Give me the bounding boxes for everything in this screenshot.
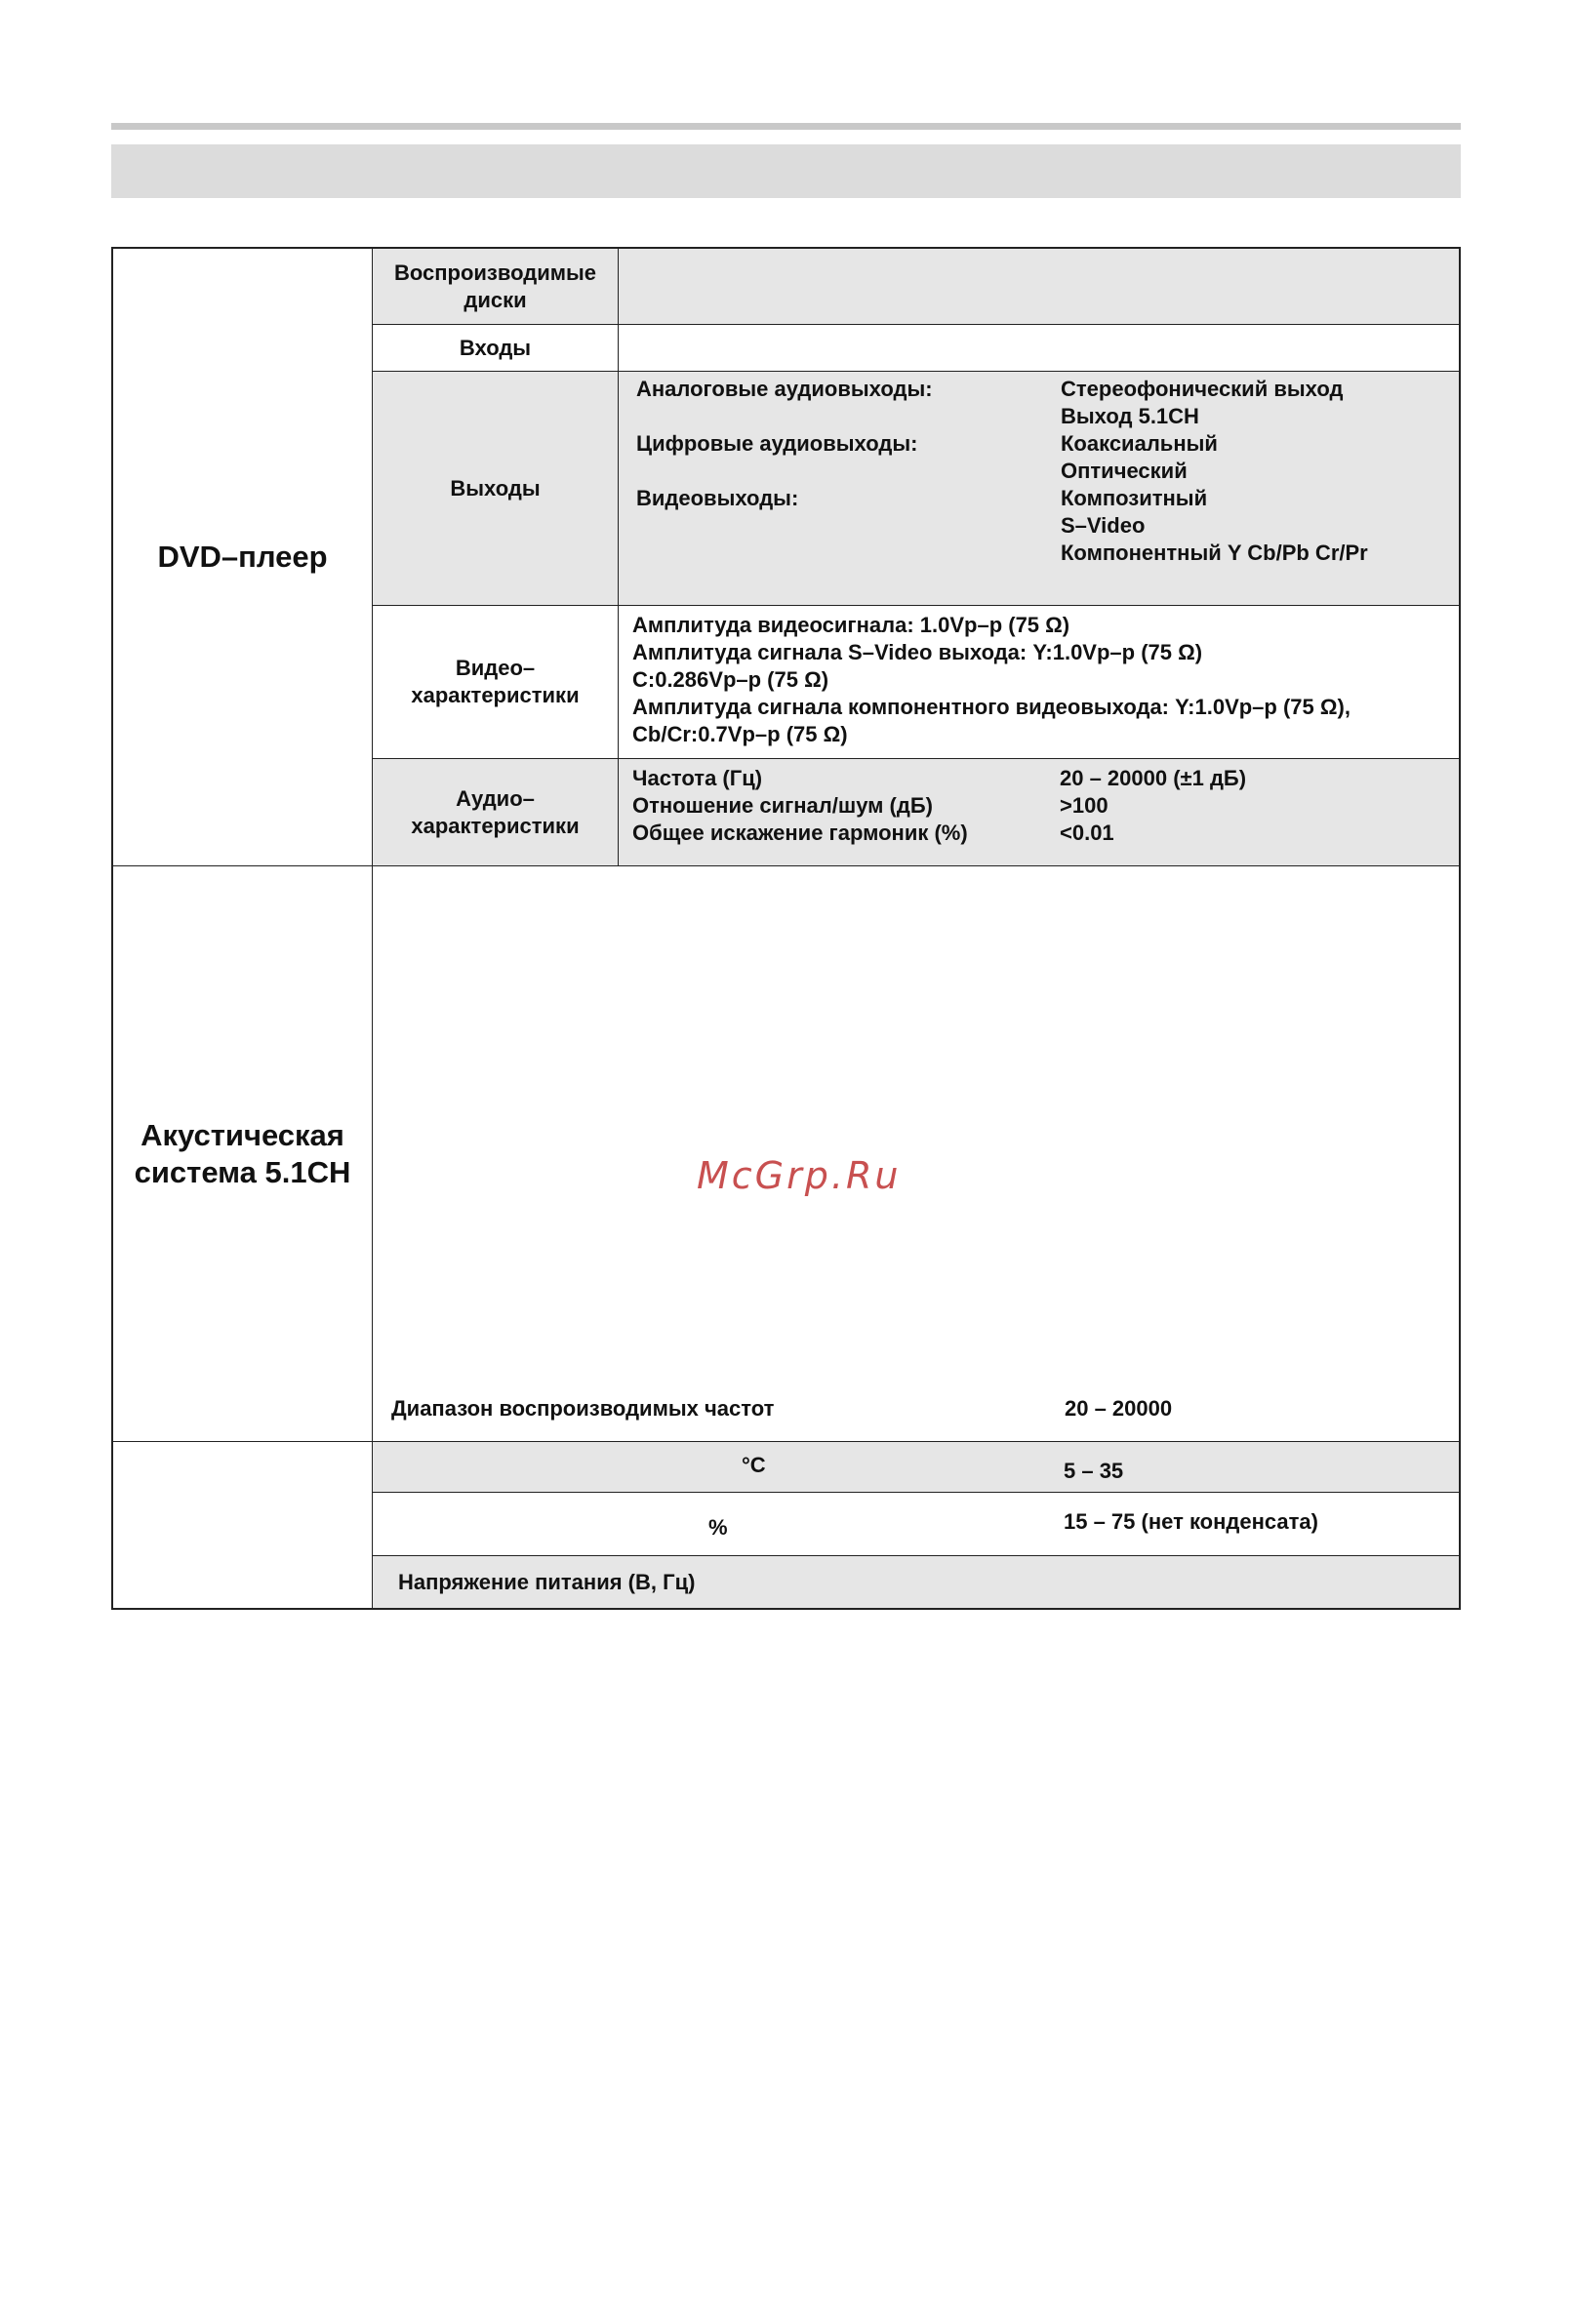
inputs-label: Входы xyxy=(459,335,532,360)
top-rule xyxy=(111,123,1461,130)
audio-row-2-name: Отношение сигнал/шум (дБ) xyxy=(632,793,933,818)
outputs-label-cell xyxy=(372,371,618,605)
audio-char-value-cell xyxy=(618,758,1459,865)
audio-char-label-cell xyxy=(372,758,618,865)
speakers-freq-value: 20 – 20000 xyxy=(1065,1396,1173,1421)
outputs-label: Выходы xyxy=(450,475,541,501)
humidity-row xyxy=(372,1492,1459,1555)
video-char-line-5: Cb/Cr:0.7Vp–p (75 Ω) xyxy=(632,722,848,746)
audio-char-label: Аудио– характеристики xyxy=(411,785,580,838)
humidity-unit: % xyxy=(708,1515,728,1540)
digital-output-value-1: Коаксиальный xyxy=(1061,431,1218,456)
audio-row-2-value: >100 xyxy=(1060,793,1108,818)
general-category xyxy=(113,1441,372,1608)
digital-outputs-label: Цифровые аудиовыходы: xyxy=(636,431,918,456)
speakers-category xyxy=(113,865,372,1441)
outputs-value-cell xyxy=(618,371,1459,605)
audio-row-1-value: 20 – 20000 (±1 дБ) xyxy=(1060,766,1247,790)
humidity-value: 15 – 75 (нет конденсата) xyxy=(1064,1509,1318,1534)
watermark: McGrp.Ru xyxy=(697,1154,902,1197)
temperature-row xyxy=(372,1441,1459,1492)
analog-output-value-2: Выход 5.1CH xyxy=(1061,404,1199,428)
analog-output-value-1: Стереофонический выход xyxy=(1061,377,1344,401)
video-output-value-1: Композитный xyxy=(1061,486,1208,510)
title-bar xyxy=(111,144,1461,198)
video-outputs-label: Видеовыходы: xyxy=(636,486,799,510)
discs-value-cell xyxy=(618,249,1459,324)
video-char-label-cell xyxy=(372,605,618,758)
speakers-category-text: Акустическая система 5.1CH xyxy=(134,1117,351,1189)
audio-row-1-name: Частота (Гц) xyxy=(632,766,763,790)
inputs-value-cell xyxy=(618,324,1459,371)
audio-row-3-value: <0.01 xyxy=(1060,821,1114,845)
video-output-value-2: S–Video xyxy=(1061,513,1146,538)
video-char-line-3: C:0.286Vp–p (75 Ω) xyxy=(632,667,829,692)
temperature-unit: °C xyxy=(742,1453,766,1477)
video-char-line-2: Амплитуда сигнала S–Video выхода: Y:1.0Vp–p (75 Ω) xyxy=(632,640,1203,664)
dvd-category xyxy=(113,249,372,865)
video-char-value-cell xyxy=(618,605,1459,758)
speakers-freq-label: Диапазон воспроизводимых частот xyxy=(391,1396,775,1421)
power-label: Напряжение питания (В, Гц) xyxy=(398,1570,696,1594)
video-output-value-3: Компонентный Y Cb/Pb Cr/Pr xyxy=(1061,541,1368,565)
temperature-value: 5 – 35 xyxy=(1064,1459,1124,1483)
discs-label: Воспроизводимые диски xyxy=(393,260,597,312)
video-char-label: Видео– характеристики xyxy=(411,656,580,707)
dvd-category-text: DVD–плеер xyxy=(157,540,328,574)
analog-outputs-label: Аналоговые аудиовыходы: xyxy=(636,377,933,401)
spec-table xyxy=(111,247,1461,1610)
inputs-label-cell xyxy=(372,324,618,371)
audio-row-3-name: Общее искажение гармоник (%) xyxy=(632,821,968,845)
digital-output-value-2: Оптический xyxy=(1061,459,1188,483)
video-char-line-4: Амплитуда сигнала компонентного видеовыхода: Y:1.0Vp–p (75 Ω), xyxy=(632,695,1350,719)
discs-label-cell xyxy=(372,249,618,324)
speakers-content-cell xyxy=(372,865,1459,1441)
power-row xyxy=(372,1555,1459,1608)
video-char-line-1: Амплитуда видеосигнала: 1.0Vp–p (75 Ω) xyxy=(632,613,1070,637)
